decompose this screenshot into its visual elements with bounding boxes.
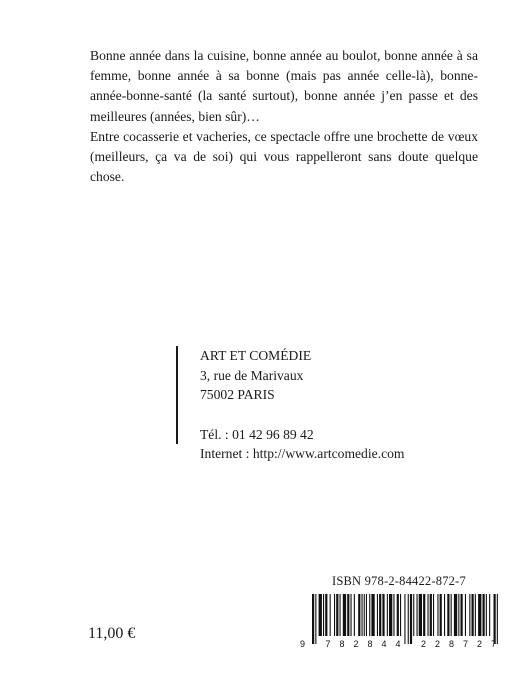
barcode-bar (343, 594, 346, 636)
price-label: 11,00 € (88, 625, 136, 642)
barcode-bar (334, 594, 335, 636)
publisher-address-block (176, 346, 405, 461)
barcode-bar (454, 594, 457, 636)
blurb-paragraph-2: Entre cocasserie et vacheries, ce spectacle offre une brochette de vœux (meilleurs, ça va de soi) qui vous rappelleront sans doute quelque chose. (90, 128, 478, 185)
blurb-paragraph-1: Bonne année dans la cuisine, bonne année au boulot, bonne année à sa femme, bonne année à sa bonne (mais pas année celle-là), bonne-année-bonne-santé (la santé surtout), bonne année j’en passe et des meilleures (années, bien sûr)… (90, 48, 478, 124)
barcode-bar (437, 594, 438, 636)
barcode-bar (489, 594, 490, 636)
barcode-bar (461, 594, 463, 636)
barcode-bar (382, 594, 384, 636)
barcode-bar (430, 594, 432, 636)
barcode-bar (397, 594, 399, 636)
spacer (200, 405, 404, 425)
barcode-bar (433, 594, 434, 636)
barcode-bar (465, 594, 466, 636)
barcode-bar (404, 594, 405, 644)
barcode-bar (319, 594, 322, 636)
publisher-phone: Tél. : 01 42 96 89 42 (200, 426, 314, 442)
barcode-bar (389, 594, 392, 636)
isbn-number: ISBN 978-2-84422-872-7 (332, 574, 466, 588)
barcode-bar (366, 594, 367, 636)
barcode-bar (358, 594, 360, 636)
barcode-bar (379, 594, 381, 636)
barcode-bar (369, 594, 370, 636)
barcode-bar (458, 594, 459, 636)
barcode-bar (393, 594, 394, 636)
barcode-bar (354, 594, 355, 636)
barcode-bar (387, 594, 388, 636)
barcode-bar (371, 594, 374, 636)
barcode-bar (486, 594, 487, 636)
barcode-bar (377, 594, 378, 636)
barcode-bar (494, 594, 496, 644)
barcode-bar (351, 594, 352, 636)
barcode-bar (478, 594, 481, 636)
barcode-bar (312, 594, 314, 644)
barcode-bar (428, 594, 429, 636)
publisher-city: 75002 PARIS (200, 387, 275, 402)
barcode-bar (444, 594, 445, 636)
publisher-street: 3, rue de Marivaux (200, 367, 304, 383)
barcode-bar (408, 594, 409, 644)
barcode-bar (475, 594, 476, 636)
barcode-bar (472, 594, 474, 636)
isbn-barcode (300, 594, 500, 650)
barcode-bar (364, 594, 365, 636)
barcode-bar (323, 594, 324, 636)
barcode-bar (483, 594, 485, 636)
barcode-bar (325, 594, 327, 636)
barcode-bar (340, 594, 341, 636)
barcode-bar (440, 594, 442, 636)
barcode-bar (330, 594, 331, 636)
barcode-bar (423, 594, 425, 636)
barcode-bar (347, 594, 349, 636)
back-cover-blurb (90, 46, 478, 187)
barcode-bar (497, 594, 498, 644)
barcode-bar (451, 594, 452, 636)
barcode-bar (336, 594, 338, 636)
publisher-name: ART ET COMÉDIE (200, 348, 312, 363)
barcode-bar (410, 594, 412, 644)
barcode-bar (469, 594, 470, 636)
barcode-bar (362, 594, 363, 636)
barcode-bar (400, 594, 401, 636)
publisher-website: Internet : http://www.artcomedie.com (200, 446, 405, 461)
barcode-bar (419, 594, 422, 636)
barcode-digits: 9 782844 228727 (300, 639, 497, 649)
barcode-bar (315, 594, 316, 644)
barcode-bar (447, 594, 449, 636)
barcode-bar (417, 594, 418, 636)
barcode-bar (413, 594, 414, 636)
